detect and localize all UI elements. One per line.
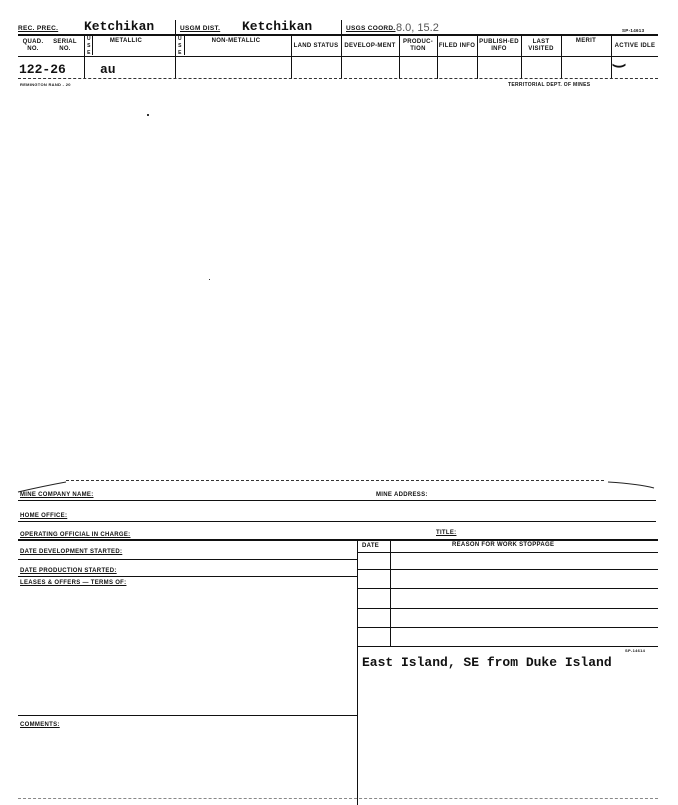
territorial-dept-label: TERRITORIAL DEPT. OF MINES (508, 82, 591, 88)
record-metallic: au (100, 62, 116, 77)
home-office-label: HOME OFFICE: (20, 513, 68, 519)
leases-label: LEASES & OFFERS — TERMS OF: (20, 580, 127, 586)
usgm-dist-label: USGM DIST. (180, 25, 221, 32)
date-development-label: DATE DEVELOPMENT STARTED: (20, 549, 123, 555)
form-number: SP-14613 (622, 28, 645, 33)
col-serial-no: SERIAL NO. (53, 39, 77, 52)
col-land-status: LAND STATUS (293, 42, 339, 49)
col-production: PRODUC-TION (402, 39, 434, 52)
operating-official-label: OPERATING OFFICIAL IN CHARGE: (20, 532, 131, 538)
comments-label: COMMENTS: (20, 722, 60, 728)
col-last-visited: LAST VISITED (528, 39, 554, 52)
speck (209, 279, 210, 280)
col-merit: MERIT (575, 37, 597, 44)
fold-curve (14, 478, 674, 502)
record-quad-serial: 122-26 (19, 62, 66, 77)
rec-prec-value: Ketchikan (84, 19, 155, 34)
usgs-coord-value: 8.0, 15.2 (396, 22, 439, 34)
form-number-2: SP-14614 (625, 648, 646, 653)
col-metallic: METALLIC (109, 37, 143, 44)
col-active-idle: ACTIVE IDLE (614, 42, 656, 49)
record-status-mark: ) (612, 63, 629, 69)
mine-address-label: MINE ADDRESS: (376, 492, 428, 498)
col-use-1: U S E (87, 35, 91, 56)
col-use-2: U S E (178, 35, 182, 56)
col-development: DEVELOP-MENT (344, 42, 396, 49)
col-filed-info: FILED INFO (438, 42, 476, 49)
usgm-dist-value: Ketchikan (242, 19, 313, 34)
mine-company-name-label: MINE COMPANY NAME: (20, 492, 94, 498)
printer-imprint: REMINGTON RAND - 20 (20, 82, 71, 87)
location-note: East Island, SE from Duke Island (362, 655, 612, 670)
col-published-info: PUBLISH-ED INFO (479, 39, 519, 52)
stoppage-date-header: DATE (362, 543, 380, 549)
rec-prec-label: REC. PREC. (18, 25, 59, 32)
speck (147, 114, 149, 116)
date-production-label: DATE PRODUCTION STARTED: (20, 568, 117, 574)
title-label: TITLE: (436, 530, 457, 536)
col-quad-no: QUAD. NO. (22, 39, 44, 52)
usgs-coord-label: USGS COORD. (346, 25, 396, 32)
bottom-scan-edge (18, 798, 658, 799)
col-non-metallic: NON-METALLIC (211, 37, 261, 44)
stoppage-reason-header: REASON FOR WORK STOPPAGE (452, 542, 555, 548)
